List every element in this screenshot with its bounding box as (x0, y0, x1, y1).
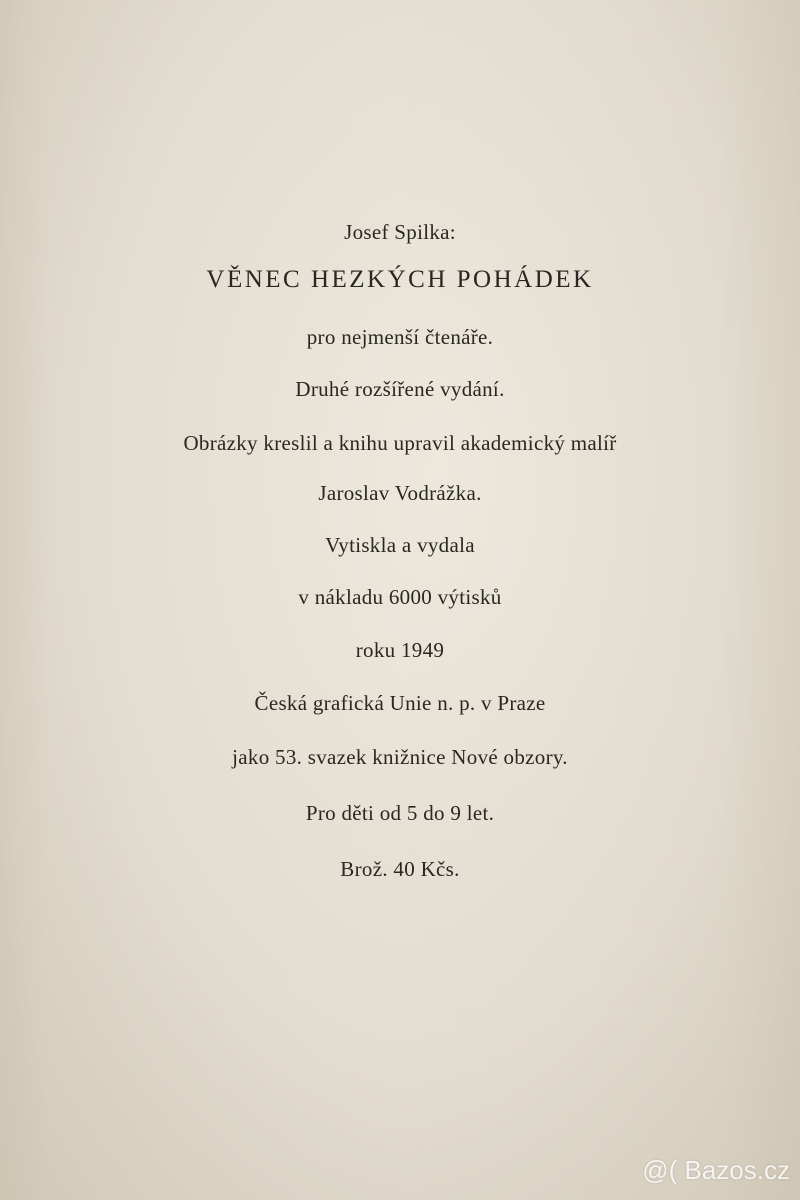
price-line: Brož. 40 Kčs. (340, 857, 460, 881)
print-run-line: v nákladu 6000 výtisků (298, 585, 502, 609)
book-title: VĚNEC HEZKÝCH POHÁDEK (206, 266, 594, 293)
age-line: Pro děti od 5 do 9 let. (305, 801, 495, 825)
year-line: roku 1949 (355, 638, 445, 662)
site-watermark: @( Bazos.cz (642, 1155, 790, 1185)
series-line: jako 53. svazek knižnice Nové obzory. (232, 745, 568, 769)
author-line: Josef Spilka: (344, 220, 456, 244)
subtitle-line: pro nejmenší čtenáře. (306, 325, 494, 349)
printed-by-line: Vytiskla a vydala (325, 533, 475, 557)
publisher-line: Česká grafická Unie n. p. v Praze (254, 691, 546, 715)
illustrator-intro-line: Obrázky kreslil a knihu upravil akademický malíř (183, 431, 617, 455)
illustrator-name-line: Jaroslav Vodrážka. (318, 481, 482, 505)
edition-line: Druhé rozšířené vydání. (295, 377, 505, 401)
